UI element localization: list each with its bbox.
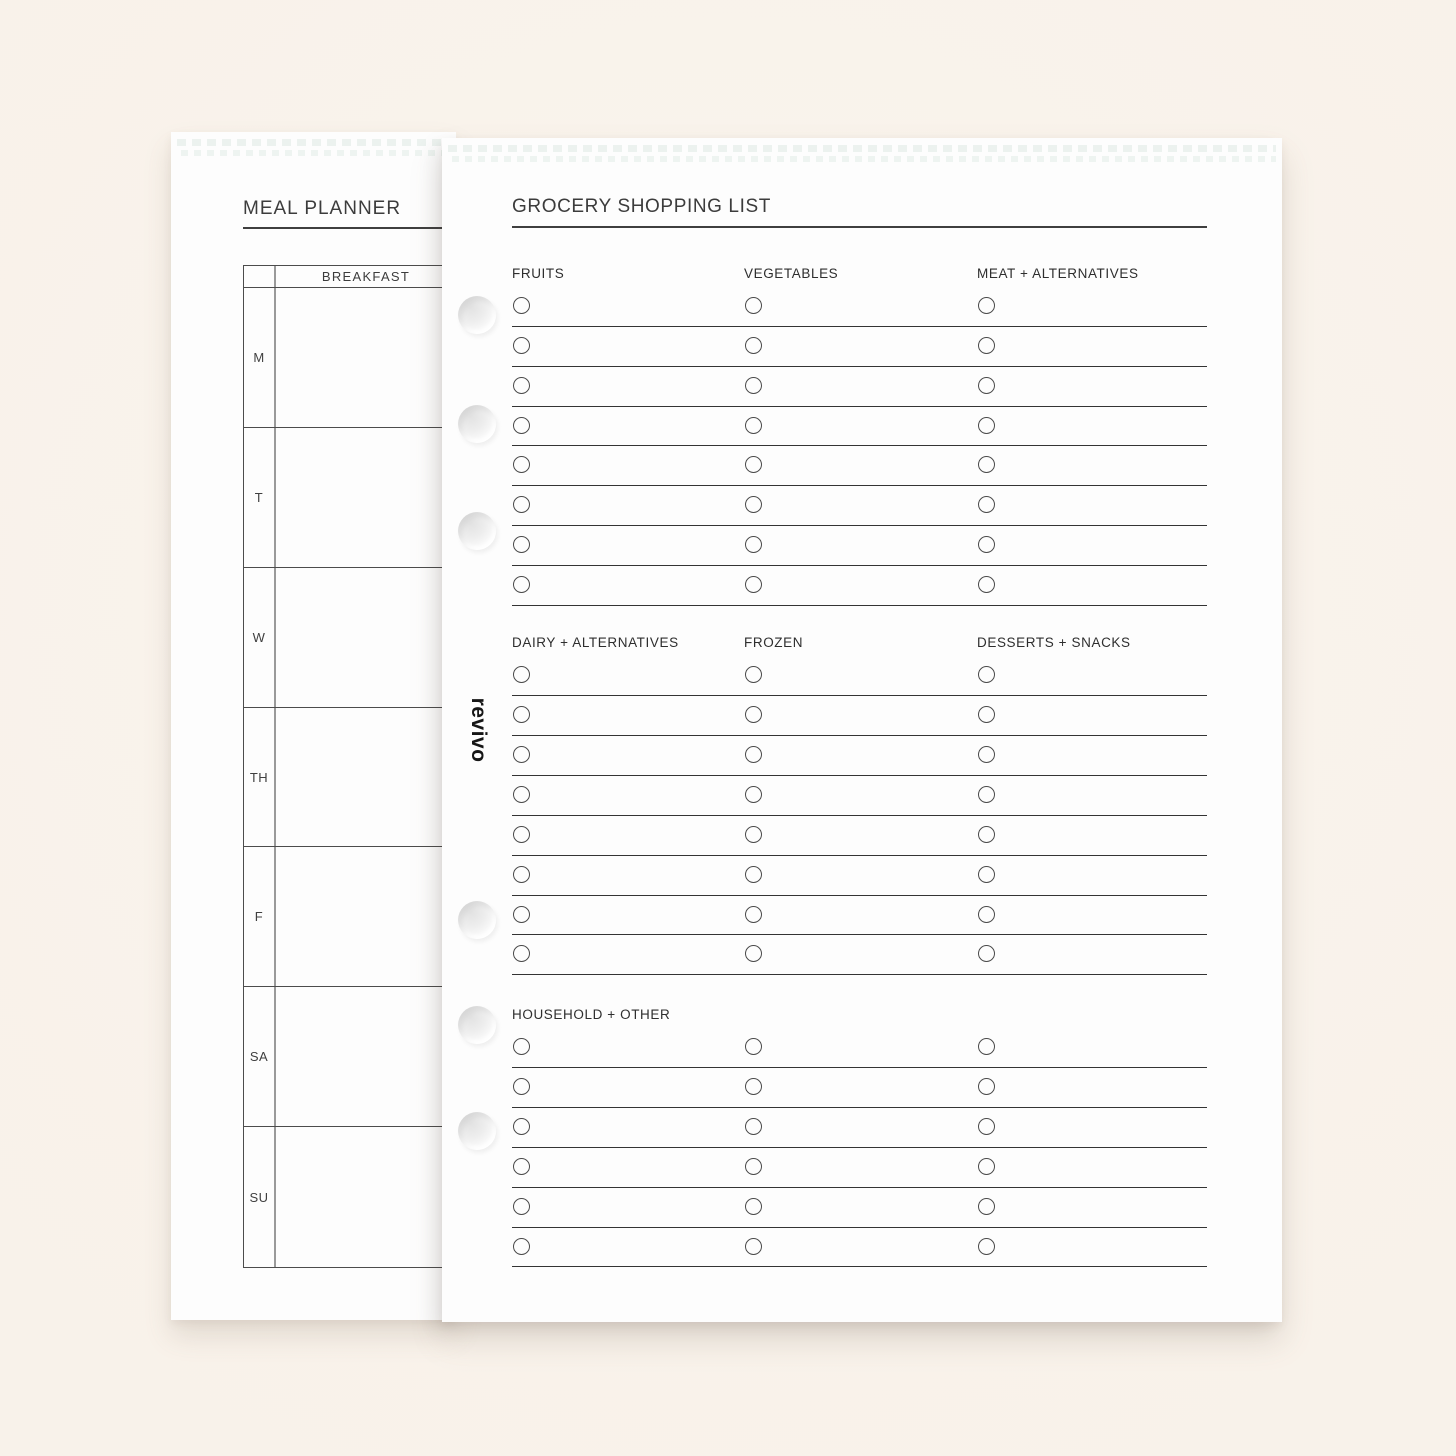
checkbox-circle [978,1038,995,1055]
checkbox-circle [745,456,762,473]
checkbox-circle [745,786,762,803]
meal-table-body [244,288,456,1267]
binder-hole [458,296,496,334]
checklist-row [512,486,1207,526]
checkbox-circle [745,1158,762,1175]
checkbox-circle [978,377,995,394]
meal-table-row [244,428,456,568]
checkbox-circle [745,1198,762,1215]
checkbox-circle [513,866,530,883]
checklist-row [512,896,1207,936]
checklist-row [512,1148,1207,1188]
checkbox-circle [513,576,530,593]
grocery-list-page [442,138,1282,1322]
binder-hole [458,405,496,443]
checkbox-circle [513,786,530,803]
breakfast-column-header: BREAKFAST [321,269,411,284]
checkbox-circle [513,1118,530,1135]
section-header: HOUSEHOLD + OTHER [512,1007,671,1023]
checklist-row [512,1188,1207,1228]
meal-entry-cell [276,568,456,707]
checklist-row [512,367,1207,407]
checkbox-circle [745,706,762,723]
top-perforation-pattern [448,145,1276,163]
section-header [744,1007,977,1028]
checkbox-circle [745,496,762,513]
meal-table-header-row [244,266,456,288]
checkbox-circle [745,1038,762,1055]
checkbox-circle [745,337,762,354]
checkbox-circle [513,456,530,473]
checkbox-circle [513,337,530,354]
grocery-list-title: GROCERY SHOPPING LIST [512,196,771,217]
binder-hole [458,1006,496,1044]
section-header-row [512,1007,1207,1028]
binder-hole [458,512,496,550]
meal-entry-cell [276,288,456,427]
title-underline [512,226,1207,228]
day-label: SA [244,987,276,1126]
checkbox-circle [978,1198,995,1215]
checklist-row [512,526,1207,566]
checkbox-circle [513,536,530,553]
meal-entry-cell [276,428,456,567]
checkbox-circle [513,746,530,763]
checkbox-circle [978,297,995,314]
checkbox-circle [513,1038,530,1055]
checkbox-circle [978,1078,995,1095]
checkbox-circle [745,576,762,593]
checklist-row [512,656,1207,696]
meal-table-row [244,568,456,708]
checklist-row [512,1028,1207,1068]
checklist-row [512,1108,1207,1148]
checkbox-circle [513,297,530,314]
checkbox-circle [978,746,995,763]
binder-hole [458,1112,496,1150]
meal-table-row [244,288,456,428]
checkbox-circle [745,536,762,553]
meal-table-row [244,1127,456,1267]
checkbox-circle [978,666,995,683]
grocery-sections [512,266,1207,1267]
checklist-row [512,776,1207,816]
checkbox-circle [745,945,762,962]
day-label: M [244,288,276,427]
meal-entry-cell [276,987,456,1126]
meal-entry-cell [276,708,456,847]
checkbox-circle [745,866,762,883]
checkbox-circle [513,706,530,723]
checkbox-circle [978,706,995,723]
meal-planner-page [171,132,456,1320]
meal-table-row [244,847,456,987]
checkbox-circle [745,1078,762,1095]
top-perforation-pattern [177,139,450,157]
checkbox-circle [513,666,530,683]
revivo-logo: revivo [467,697,490,763]
grocery-section [512,635,1207,975]
checkbox-circle [745,1118,762,1135]
checklist-row [512,566,1207,606]
meal-table-corner-cell [244,266,276,287]
checkbox-circle [513,1078,530,1095]
checklist-row [512,287,1207,327]
checkbox-circle [978,1238,995,1255]
section-header: FRUITS [512,266,565,281]
binder-hole [458,901,496,939]
checkbox-circle [513,1158,530,1175]
checklist-row [512,736,1207,776]
checkbox-circle [978,826,995,843]
checkbox-circle [745,297,762,314]
checklist-row [512,1228,1207,1268]
section-header: FROZEN [744,635,804,651]
checkbox-circle [978,417,995,434]
checkbox-circle [745,746,762,763]
section-header: VEGETABLES [744,266,839,281]
checkbox-circle [978,496,995,513]
meal-table-row [244,708,456,848]
checkbox-circle [978,786,995,803]
checkbox-circle [978,1118,995,1135]
meal-planner-title: MEAL PLANNER [243,198,402,219]
checklist-row [512,446,1207,486]
checkbox-circle [978,866,995,883]
checklist-row [512,696,1207,736]
grocery-section [512,266,1207,606]
checklist-row [512,816,1207,856]
day-label: F [244,847,276,986]
checkbox-circle [745,906,762,923]
checkbox-circle [745,377,762,394]
checkbox-circle [513,906,530,923]
meal-entry-cell [276,847,456,986]
section-header-row [512,266,1207,287]
checkbox-circle [513,945,530,962]
section-header: MEAT + ALTERNATIVES [977,266,1139,281]
section-header: DAIRY + ALTERNATIVES [512,635,679,651]
meal-entry-cell [276,1127,456,1267]
meal-table-row [244,987,456,1127]
day-label: T [244,428,276,567]
checkbox-circle [978,576,995,593]
checkbox-circle [513,496,530,513]
section-header [977,1007,1207,1028]
day-label: SU [244,1127,276,1267]
checkbox-circle [978,1158,995,1175]
checkbox-circle [513,417,530,434]
grocery-section [512,1007,1207,1267]
checklist-row [512,407,1207,447]
checkbox-circle [978,906,995,923]
checkbox-circle [978,337,995,354]
checklist-row [512,1068,1207,1108]
checkbox-circle [513,377,530,394]
checkbox-circle [513,1198,530,1215]
checkbox-circle [745,417,762,434]
checklist-row [512,327,1207,367]
title-underline [243,227,456,229]
checkbox-circle [978,456,995,473]
section-header-row [512,635,1207,656]
checklist-row [512,935,1207,975]
day-label: TH [244,708,276,847]
checkbox-circle [513,1238,530,1255]
checkbox-circle [978,945,995,962]
checklist-row [512,856,1207,896]
checkbox-circle [513,826,530,843]
checkbox-circle [978,536,995,553]
meal-planner-table [243,265,456,1268]
section-header: DESSERTS + SNACKS [977,635,1131,651]
checkbox-circle [745,666,762,683]
day-label: W [244,568,276,707]
checkbox-circle [745,1238,762,1255]
checkbox-circle [745,826,762,843]
